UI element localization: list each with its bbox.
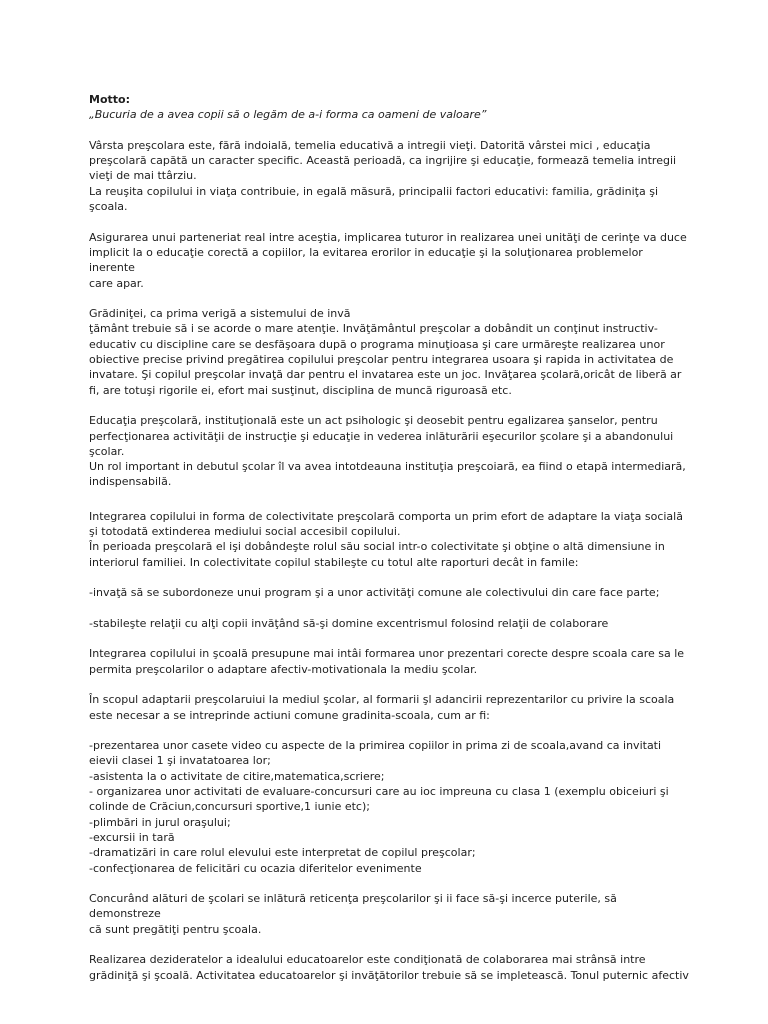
- paragraph-12: Realizarea dezideratelor a idealului educatoarelor este condiţionată de colaborarea mai strânsă intre grădiniţă şi şcoală. Activitatea educatoarelor şi invăţătorilor trebuie să se impletească. Tonul puternic afectiv: [89, 953, 689, 982]
- paragraph-6: -invaţă să se subordoneze unui program şi a unor activităţi comune ale colectivului din care face parte;: [89, 586, 660, 600]
- paragraph-4: Educaţia preşcolară, instituţională este un act psihologic şi deosebit pentru egalizarea şanselor, pentru perfecţionarea activităţii de instrucţie şi educaţie in vederea inlăturării eşecurilor şcolare şi a abandonului şcolar. Un rol important in debutul şcolar îl va avea intotdeauna instituţia preşcoiară, ea fiind o etapă intermediară, indispensabilă.: [89, 414, 686, 489]
- activity-list: -prezentarea unor casete video cu aspecte de la primirea copiilor in prima zi de scoala,avand ca invitati eievii clasei 1 şi invatatoarea lor; -asistenta la o activitate de citire,matematica,scriere; - organizarea unor activitati de evaluare-concursuri care au ioc impreuna cu clasa 1 (exemplu obiceiuri şi colinde de Crăciun,concursuri sportive,1 iunie etc); -plimbări in jurul oraşului; -excursii in tară -dramatizări in care rolul elevului este interpretat de copilul preşcolar; -confecţionarea de felicitări cu ocazia diferitelor evenimente: [89, 739, 669, 875]
- paragraph-8: Integrarea copilului in şcoală presupune mai intâi formarea unor prezentari corecte despre scoala care sa le permita preşcolarilor o adaptare afectiv-motivationala la mediu şcolar.: [89, 647, 685, 676]
- document-body: [89, 92, 689, 998]
- motto-quote: „Bucuria de a avea copii să o legăm de a-i forma ca oameni de valoare”: [89, 108, 487, 122]
- paragraph-2: Asigurarea unui parteneriat real intre aceştia, implicarea tuturor in realizarea unei unităţi de cerinţe va duce implicit la o educaţie corectă a copiilor, la evitarea erorilor in educaţie şi la soluţionarea problemelor inerente care apar.: [89, 230, 687, 290]
- paragraph-9: În scopul adaptarii preşcolaruiui la mediul şcolar, al formarii şl adancirii reprezentarilor cu privire la scoala este necesar a se intreprinde actiuni comune gradinita-scoala, cum ar fi:: [89, 693, 675, 722]
- paragraph-1: Vârsta preşcolara este, fără indoială, temelia educativă a intregii vieţi. Datorită vârstei mici , educaţia preşcolară capătă un caracter specific. Această perioadă, ca ingrijire şi educaţie, formează temelia intregii vieţi de mai ttârziu. La reuşita copilului in viaţa contribuie, in egală măsură, principalii factori educativi: familia, grădiniţa şi şcoala.: [89, 138, 677, 214]
- paragraph-5: Integrarea copilului in forma de colectivitate preşcolară comporta un prim efort de adaptare la viaţa socială şi totodată extinderea mediului social accesibil copilului. În perioada preşcolară el işi dobândeşte rolul său social intr-o colectivitate şi obţine o altă dimensiune in interiorul familiei. In colectivitate copilul stabileşte cu totul alte raporturi decât in famile:: [89, 509, 683, 569]
- motto-heading: Motto:: [89, 93, 130, 106]
- paragraph-3: Grădiniţei, ca prima verigă a sistemului de invă ţământ trebuie să i se acorde o mare atenţie. Invăţământul preşcolar a dobândit un conţinut instructiv- educativ cu discipline care se desfăşoara după o programa minuţioasa şi care urmăreşte realizarea unor obiective precise privind pregătirea copilului preşcolar pentru integrarea usoara şi rapida in activitatea de invatare. Şi copilul preşcolar invaţă dar pentru el invatarea este un joc. Invăţarea şcolară,oricât de liberă ar fi, are totuşi rigorile ei, efort mai susţinut, disciplina de muncă riguroasă etc.: [89, 307, 682, 397]
- paragraph-11: Concurând alături de şcolari se inlătură reticenţa preşcolarilor şi ii face să-şi incerce puterile, să demonstreze că sunt pregătiţi pentru şcoala.: [89, 892, 617, 936]
- paragraph-7: -stabileşte relaţii cu alţi copii invăţând să-şi domine excentrismul folosind relaţii de colaborare: [89, 616, 609, 630]
